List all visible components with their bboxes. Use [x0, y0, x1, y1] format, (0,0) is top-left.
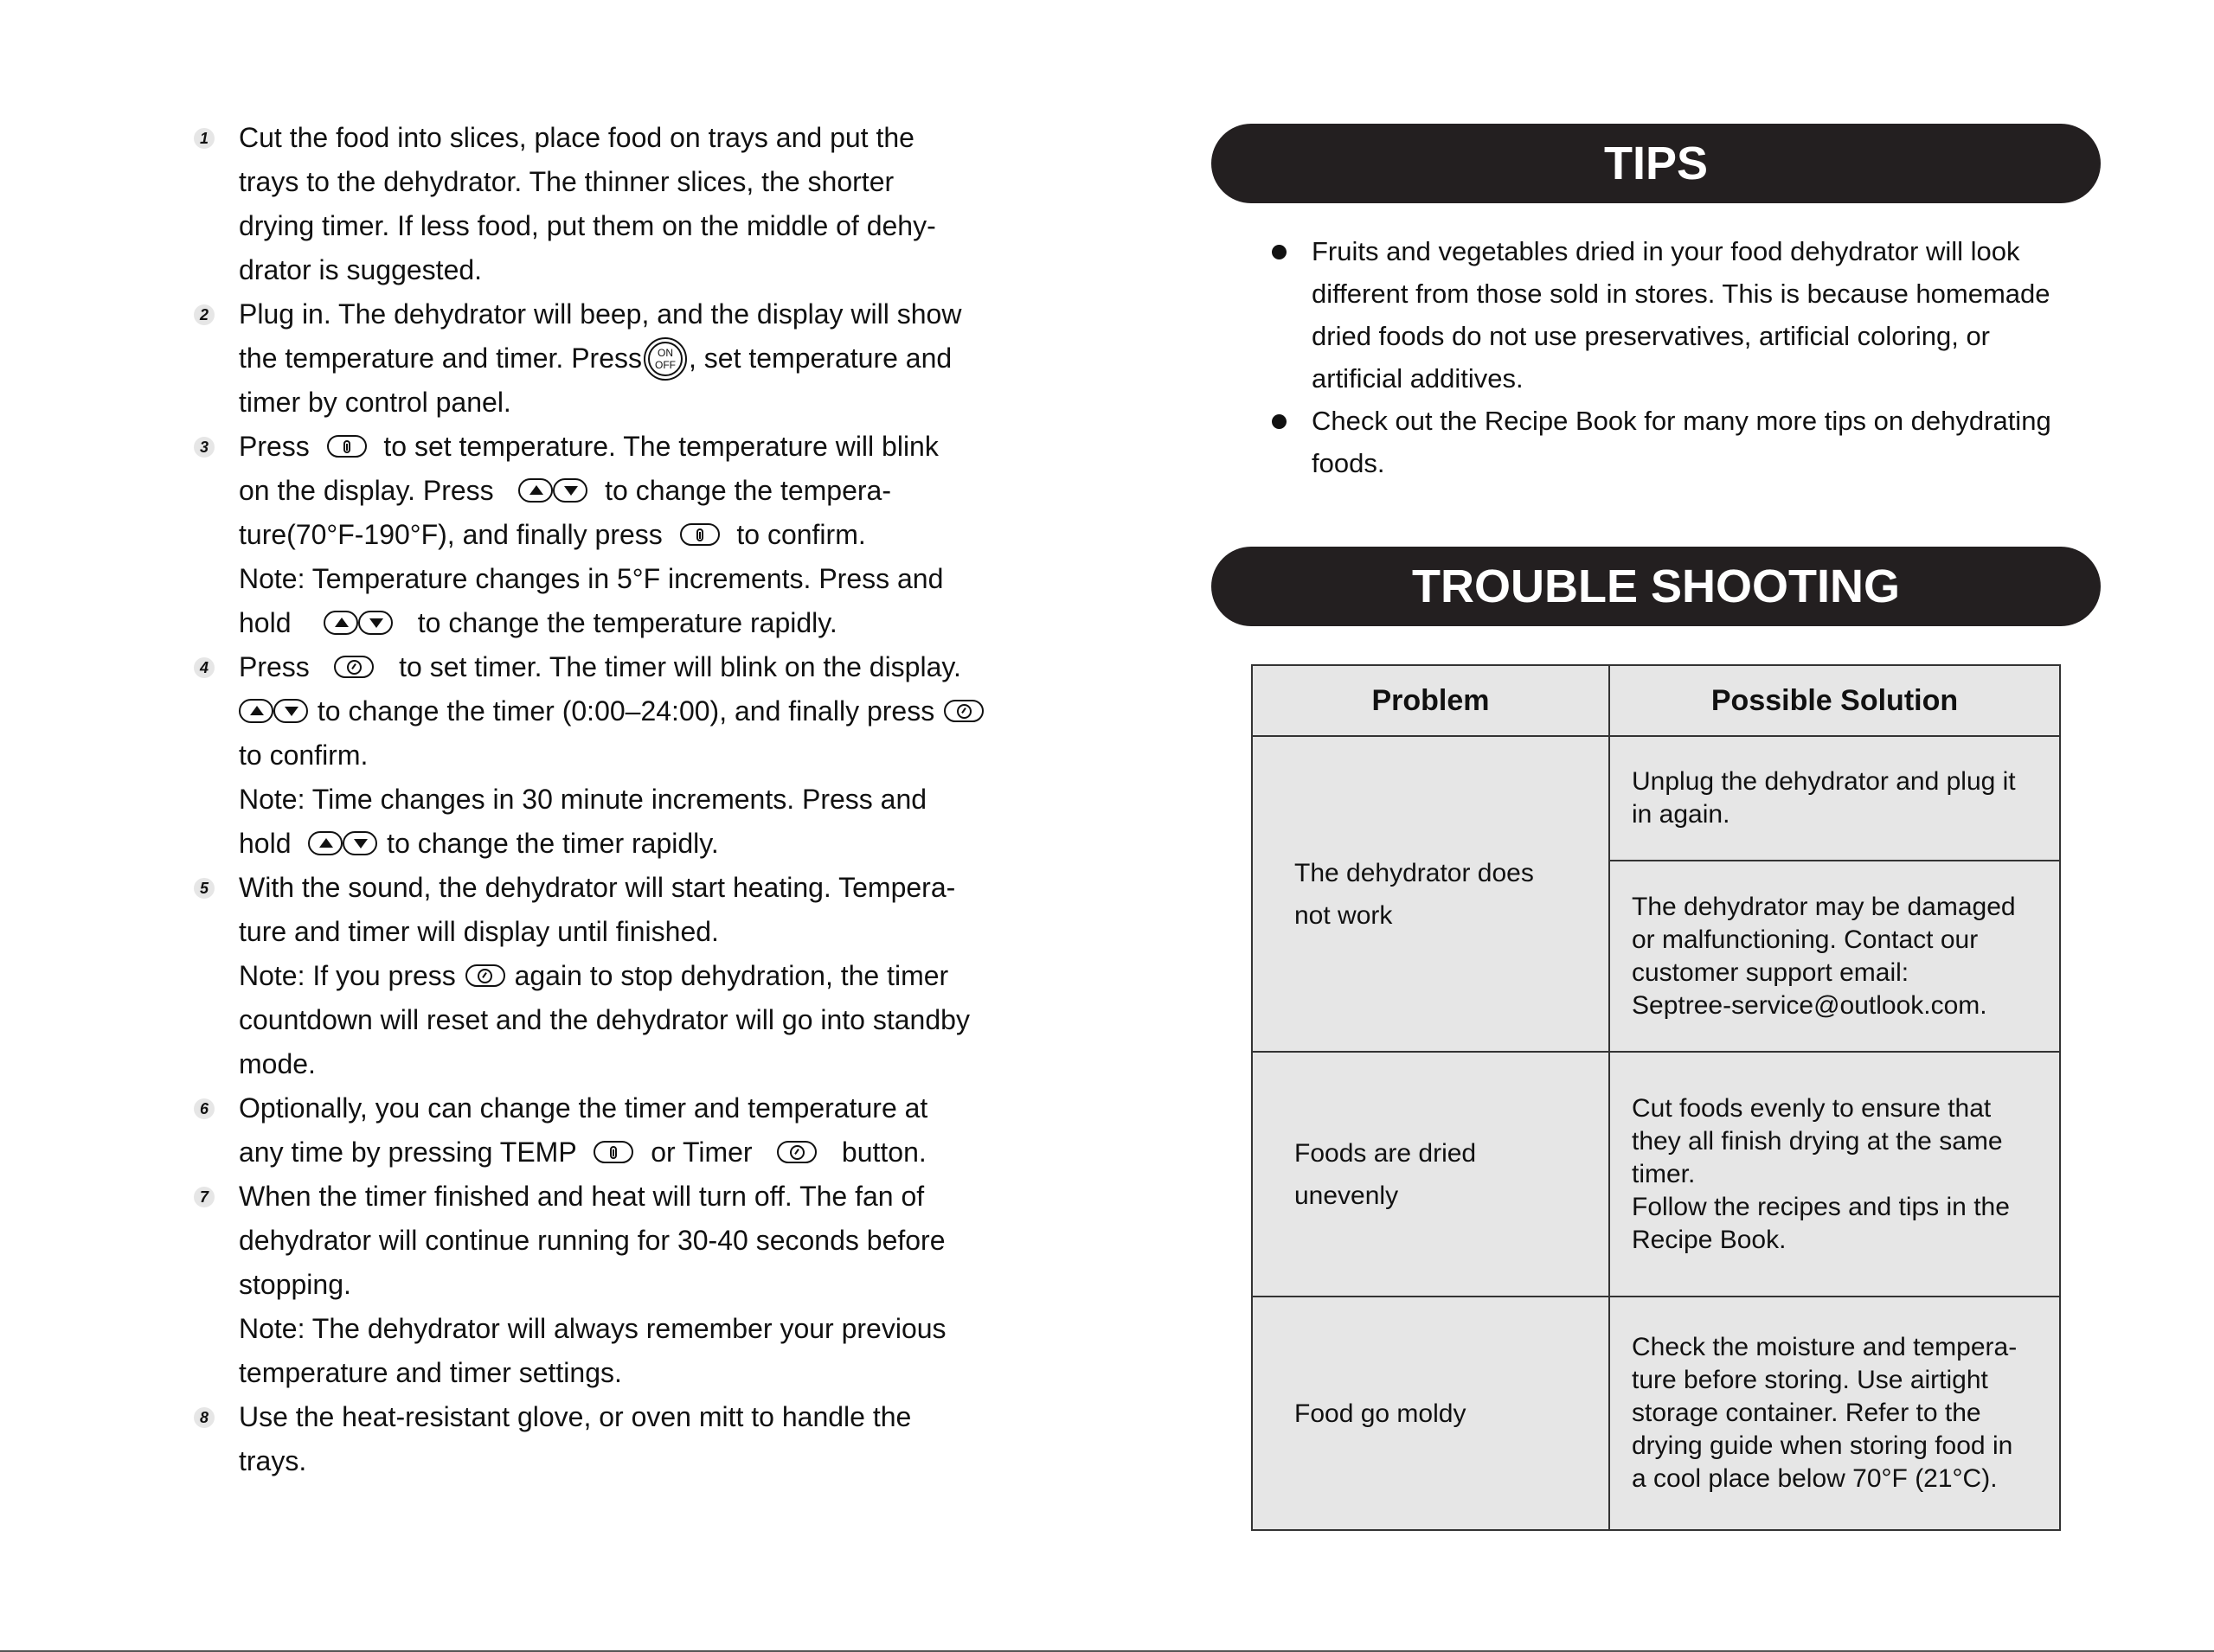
- trouble-shooting-table: [1251, 664, 2061, 1531]
- thermometer-button-icon: [327, 435, 367, 458]
- problem-text: not work: [1294, 900, 1393, 930]
- down-arrow-icon: [343, 831, 377, 855]
- step-7-line: [194, 1307, 990, 1351]
- step-text: trays.: [239, 1445, 307, 1476]
- step-text: Use the heat-resistant glove, or oven mitt to handle the: [239, 1401, 912, 1432]
- step-1-line: [194, 160, 990, 204]
- up-arrow-icon: [518, 478, 553, 503]
- up-arrow-icon: [239, 699, 273, 723]
- step-text: on the display. Press: [239, 475, 494, 506]
- up-arrow-icon: [324, 611, 358, 635]
- step-text: to change the tempera-: [605, 475, 891, 506]
- step-number: 2: [194, 304, 215, 325]
- step-1-line: [194, 116, 990, 160]
- on-label: ON: [658, 346, 673, 359]
- step-4-line: [194, 778, 990, 822]
- on-off-button-icon: [644, 337, 687, 381]
- step-text: the temperature and timer. Press: [239, 343, 642, 374]
- step-8-line: [194, 1395, 990, 1439]
- step-text: to change the temperature rapidly.: [417, 607, 837, 638]
- instruction-steps: [194, 116, 990, 1483]
- table-row: [1252, 1297, 2060, 1530]
- solution-text: ture before storing. Use airtight: [1632, 1366, 1988, 1394]
- problem-text: The dehydrator does: [1294, 858, 1534, 887]
- solution-cell: [1609, 736, 2060, 861]
- problem-cell: [1252, 1297, 1609, 1530]
- solution-text: timer.: [1632, 1159, 1696, 1188]
- step-2-line: [194, 381, 990, 425]
- step-4-line: [194, 822, 990, 866]
- down-arrow-icon: [553, 478, 587, 503]
- off-label: OFF: [655, 358, 676, 371]
- timer-button-icon: [777, 1141, 817, 1163]
- step-4-line: [194, 645, 990, 689]
- step-text: stopping.: [239, 1269, 351, 1300]
- solution-text: drying guide when storing food in: [1632, 1431, 2013, 1460]
- step-number: 4: [194, 657, 215, 678]
- problem-cell: [1252, 1052, 1609, 1297]
- step-6-line: [194, 1086, 990, 1130]
- solution-cell: [1609, 1052, 2060, 1297]
- bullet-icon: [1272, 245, 1287, 259]
- step-text: Optionally, you can change the timer and temperature at: [239, 1092, 928, 1124]
- problem-text: Foods are dried: [1294, 1138, 1477, 1168]
- step-3-line: [194, 425, 990, 469]
- problem-text: Food go moldy: [1294, 1399, 1466, 1428]
- step-5-line: [194, 998, 990, 1042]
- up-arrow-icon: [308, 831, 343, 855]
- step-text: button.: [841, 1137, 927, 1168]
- table-row: [1252, 1052, 2060, 1297]
- step-2-line: [194, 292, 990, 336]
- step-text: Note: The dehydrator will always remember your previous: [239, 1313, 947, 1344]
- problem-text: unevenly: [1294, 1181, 1399, 1210]
- tip-item: [1272, 315, 2085, 357]
- problem-cell: [1252, 736, 1609, 1052]
- step-text: mode.: [239, 1048, 316, 1079]
- solution-text: Recipe Book.: [1632, 1225, 1787, 1254]
- step-text: ture and timer will display until finished.: [239, 916, 719, 947]
- solution-cell: [1609, 1297, 2060, 1530]
- step-text: or Timer: [651, 1137, 753, 1168]
- step-text: drying timer. If less food, put them on the middle of dehy-: [239, 210, 936, 241]
- step-text: dehydrator will continue running for 30-40 seconds before: [239, 1225, 946, 1256]
- step-text: to change the timer rapidly.: [387, 828, 719, 859]
- step-number: 3: [194, 437, 215, 458]
- step-7-line: [194, 1263, 990, 1307]
- step-1-line: [194, 204, 990, 248]
- step-3-line: [194, 601, 990, 645]
- solution-cell: [1609, 861, 2060, 1052]
- tips-list: [1272, 230, 2085, 484]
- step-5-line: [194, 1042, 990, 1086]
- tip-item: [1272, 272, 2085, 315]
- solution-text: Cut foods evenly to ensure that: [1632, 1093, 1992, 1123]
- tip-item: [1272, 230, 2085, 272]
- tip-text: foods.: [1312, 448, 1385, 478]
- step-text: again to stop dehydration, the timer: [514, 960, 949, 991]
- tip-text: dried foods do not use preservatives, artificial coloring, or: [1312, 321, 1991, 351]
- step-text: Plug in. The dehydrator will beep, and the display will show: [239, 298, 962, 330]
- step-7-line: [194, 1351, 990, 1395]
- solution-text: or malfunctioning. Contact our: [1632, 925, 1979, 954]
- tip-text: Fruits and vegetables dried in your food dehydrator will look: [1312, 236, 2020, 266]
- step-text: Note: Temperature changes in 5°F increments. Press and: [239, 563, 944, 594]
- table-header-row: [1252, 665, 2060, 736]
- step-text: Note: If you press: [239, 960, 456, 991]
- step-1-line: [194, 248, 990, 292]
- step-text: Note: Time changes in 30 minute increments. Press and: [239, 784, 927, 815]
- step-text: drator is suggested.: [239, 254, 483, 285]
- step-text: to confirm.: [736, 519, 866, 550]
- step-text: countdown will reset and the dehydrator will go into standby: [239, 1004, 970, 1035]
- solution-text: they all finish drying at the same: [1632, 1126, 2003, 1156]
- tip-text: Check out the Recipe Book for many more tips on dehydrating: [1312, 406, 2051, 436]
- timer-button-icon: [944, 700, 984, 722]
- tip-text: artificial additives.: [1312, 363, 1524, 394]
- tip-item: [1272, 442, 2085, 484]
- step-4-line: [194, 689, 990, 733]
- step-number: 7: [194, 1187, 215, 1207]
- step-text: Press: [239, 431, 310, 462]
- step-5-line: [194, 954, 990, 998]
- step-7-line: [194, 1219, 990, 1263]
- bullet-icon: [1272, 414, 1287, 429]
- timer-button-icon: [334, 656, 374, 678]
- solution-text: Septree-service@outlook.com.: [1632, 990, 1987, 1020]
- step-3-line: [194, 469, 990, 513]
- solution-text: Check the moisture and tempera-: [1632, 1333, 2018, 1361]
- step-text: to set timer. The timer will blink on the display.: [399, 651, 961, 682]
- step-number: 8: [194, 1407, 215, 1428]
- tip-text: different from those sold in stores. This is because homemade: [1312, 279, 2050, 309]
- solution-text: Follow the recipes and tips in the: [1632, 1192, 2010, 1221]
- step-number: 5: [194, 878, 215, 899]
- solution-text: storage container. Refer to the: [1632, 1399, 1981, 1427]
- step-5-line: [194, 910, 990, 954]
- step-6-line: [194, 1130, 990, 1175]
- step-text: timer by control panel.: [239, 387, 511, 418]
- step-text: Press: [239, 651, 310, 682]
- step-text: to change the timer (0:00–24:00), and finally press: [317, 695, 935, 727]
- table-row: [1252, 736, 2060, 861]
- step-7-line: [194, 1175, 990, 1219]
- step-text: When the timer finished and heat will turn off. The fan of: [239, 1181, 925, 1212]
- solution-text: a cool place below 70°F (21°C).: [1632, 1464, 1998, 1493]
- step-number: 6: [194, 1098, 215, 1119]
- timer-button-icon: [465, 964, 505, 987]
- step-2-line: [194, 336, 990, 381]
- solution-header: Possible Solution: [1609, 665, 2060, 736]
- step-text: to set temperature. The temperature will blink: [383, 431, 939, 462]
- step-text: hold: [239, 828, 292, 859]
- step-text: With the sound, the dehydrator will start heating. Tempera-: [239, 872, 956, 903]
- step-8-line: [194, 1439, 990, 1483]
- thermometer-button-icon: [594, 1141, 633, 1163]
- tip-item: [1272, 400, 2085, 442]
- trouble-shooting-banner: TROUBLE SHOOTING: [1211, 547, 2101, 626]
- down-arrow-icon: [273, 699, 308, 723]
- step-3-line: [194, 513, 990, 557]
- step-5-line: [194, 866, 990, 910]
- solution-text: customer support email:: [1632, 957, 1909, 987]
- step-3-line: [194, 557, 990, 601]
- step-text: temperature and timer settings.: [239, 1357, 622, 1388]
- step-number: 1: [194, 128, 215, 149]
- step-4-line: [194, 733, 990, 778]
- tip-item: [1272, 357, 2085, 400]
- solution-text: in again.: [1632, 800, 1730, 829]
- step-text: Cut the food into slices, place food on trays and put the: [239, 122, 914, 153]
- step-text: to confirm.: [239, 740, 369, 771]
- step-text: ture(70°F-190°F), and finally press: [239, 519, 663, 550]
- step-text: trays to the dehydrator. The thinner slices, the shorter: [239, 166, 895, 197]
- solution-text: The dehydrator may be damaged: [1632, 892, 2016, 921]
- down-arrow-icon: [358, 611, 393, 635]
- problem-header: Problem: [1252, 665, 1609, 736]
- solution-text: Unplug the dehydrator and plug it: [1632, 767, 2016, 796]
- tips-banner: TIPS: [1211, 124, 2101, 203]
- step-text: hold: [239, 607, 292, 638]
- thermometer-button-icon: [680, 523, 720, 546]
- step-text: any time by pressing TEMP: [239, 1137, 577, 1168]
- step-text: , set temperature and: [689, 343, 953, 374]
